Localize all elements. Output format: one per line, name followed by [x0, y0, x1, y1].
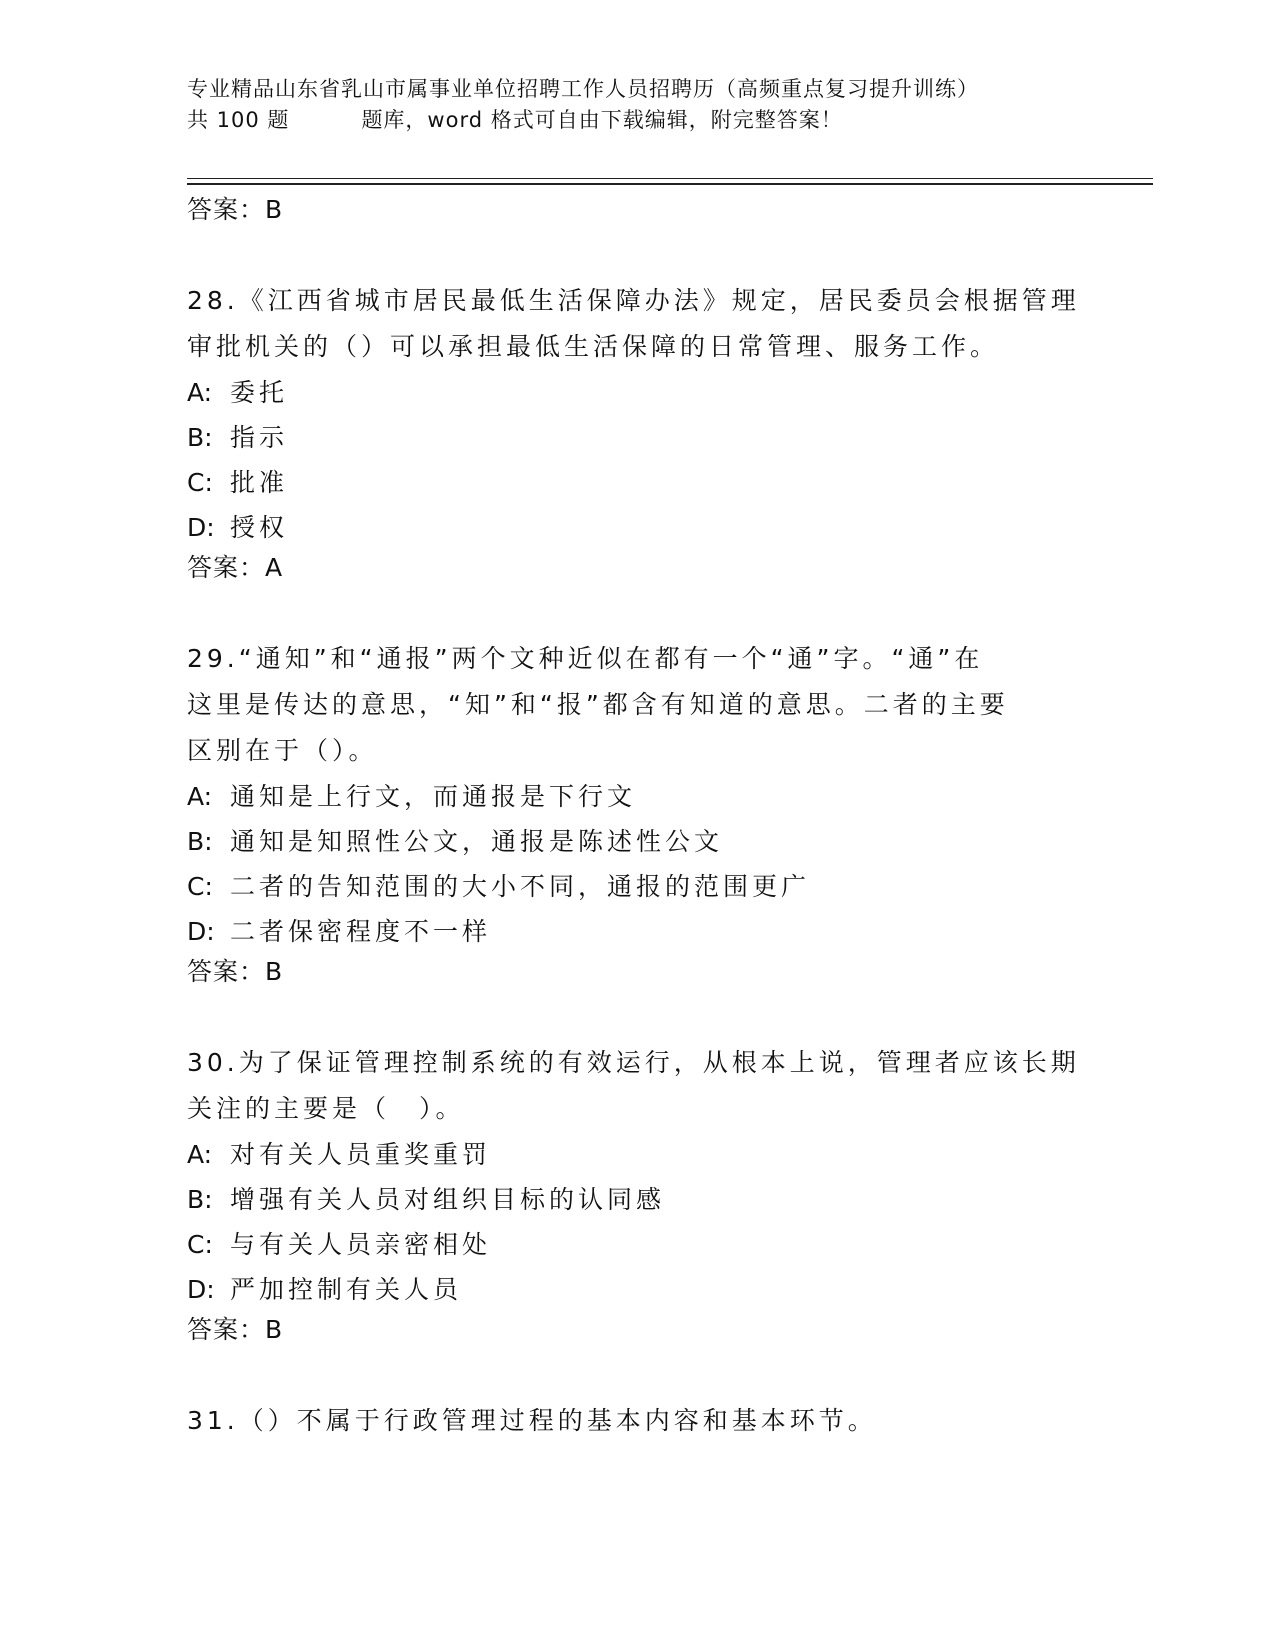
option-text: 指示 — [230, 423, 289, 452]
header-rule-thick — [187, 183, 1153, 185]
question-line: 审批机关的（）可以承担最低生活保障的日常管理、服务工作。 — [187, 332, 1000, 361]
option-text: 通知是上行文，而通报是下行文 — [230, 782, 637, 811]
question-line: 区别在于（）。 — [187, 736, 378, 765]
question-line: 关注的主要是（ ）。 — [187, 1094, 465, 1123]
option-key: C: — [187, 1230, 213, 1259]
answer-line: 答案：B — [187, 1315, 284, 1344]
option-key: C: — [187, 872, 213, 901]
question-stem — [187, 1398, 1087, 1444]
answer-line: 答案：A — [187, 553, 284, 582]
question-stem — [187, 278, 1087, 370]
option-text: 二者保密程度不一样 — [230, 917, 492, 946]
option-text: 批准 — [230, 468, 289, 497]
question-line: 31.（）不属于行政管理过程的基本内容和基本环节。 — [187, 1406, 877, 1435]
option-d — [187, 909, 1087, 954]
option-text: 与有关人员亲密相处 — [230, 1230, 492, 1259]
header-rule-thin — [187, 178, 1153, 179]
question-block — [187, 1398, 1087, 1444]
answer-line: 答案：B — [187, 957, 284, 986]
question-line: 30.为了保证管理控制系统的有效运行，从根本上说，管理者应该长期 — [187, 1048, 1080, 1077]
header-description: 题库，word 格式可自由下载编辑，附完整答案！ — [361, 108, 843, 132]
page-header — [187, 74, 1087, 136]
option-key: D: — [187, 1275, 215, 1304]
option-key: A: — [187, 782, 213, 811]
option-b — [187, 415, 1087, 460]
option-key: C: — [187, 468, 213, 497]
question-stem — [187, 1040, 1087, 1132]
option-a — [187, 774, 1087, 819]
question-line: 28.《江西省城市居民最低生活保障办法》规定，居民委员会根据管理 — [187, 286, 1080, 315]
option-d — [187, 505, 1087, 550]
document-body — [187, 192, 1087, 1444]
option-c — [187, 460, 1087, 505]
option-key: B: — [187, 827, 213, 856]
answer-line: 答案：B — [187, 195, 284, 224]
header-subtitle-line — [187, 105, 1087, 136]
option-b — [187, 819, 1087, 864]
option-c — [187, 864, 1087, 909]
question-line: 这里是传达的意思，“知”和“报”都含有知道的意思。二者的主要 — [187, 690, 1009, 719]
header-title-line: 专业精品山东省乳山市属事业单位招聘工作人员招聘历（高频重点复习提升训练） — [187, 77, 979, 101]
option-key: D: — [187, 917, 215, 946]
option-d — [187, 1267, 1087, 1312]
option-text: 委托 — [230, 378, 289, 407]
option-text: 严加控制有关人员 — [230, 1275, 463, 1304]
option-a — [187, 1132, 1087, 1177]
option-key: B: — [187, 1185, 213, 1214]
option-c — [187, 1222, 1087, 1267]
option-text: 对有关人员重奖重罚 — [230, 1140, 492, 1169]
option-key: A: — [187, 378, 213, 407]
question-line: 29.“通知”和“通报”两个文种近似在都有一个“通”字。“通”在 — [187, 644, 984, 673]
option-text: 授权 — [230, 513, 289, 542]
question-block — [187, 1040, 1087, 1348]
option-text: 通知是知照性公文，通报是陈述性公文 — [230, 827, 724, 856]
question-block — [187, 636, 1087, 990]
option-text: 二者的告知范围的大小不同，通报的范围更广 — [230, 872, 811, 901]
header-question-count: 共 100 题 — [187, 108, 290, 132]
option-text: 增强有关人员对组织目标的认同感 — [230, 1185, 666, 1214]
question-block — [187, 278, 1087, 586]
option-key: A: — [187, 1140, 213, 1169]
option-key: B: — [187, 423, 213, 452]
option-a — [187, 370, 1087, 415]
question-stem — [187, 636, 1087, 774]
option-b — [187, 1177, 1087, 1222]
option-key: D: — [187, 513, 215, 542]
